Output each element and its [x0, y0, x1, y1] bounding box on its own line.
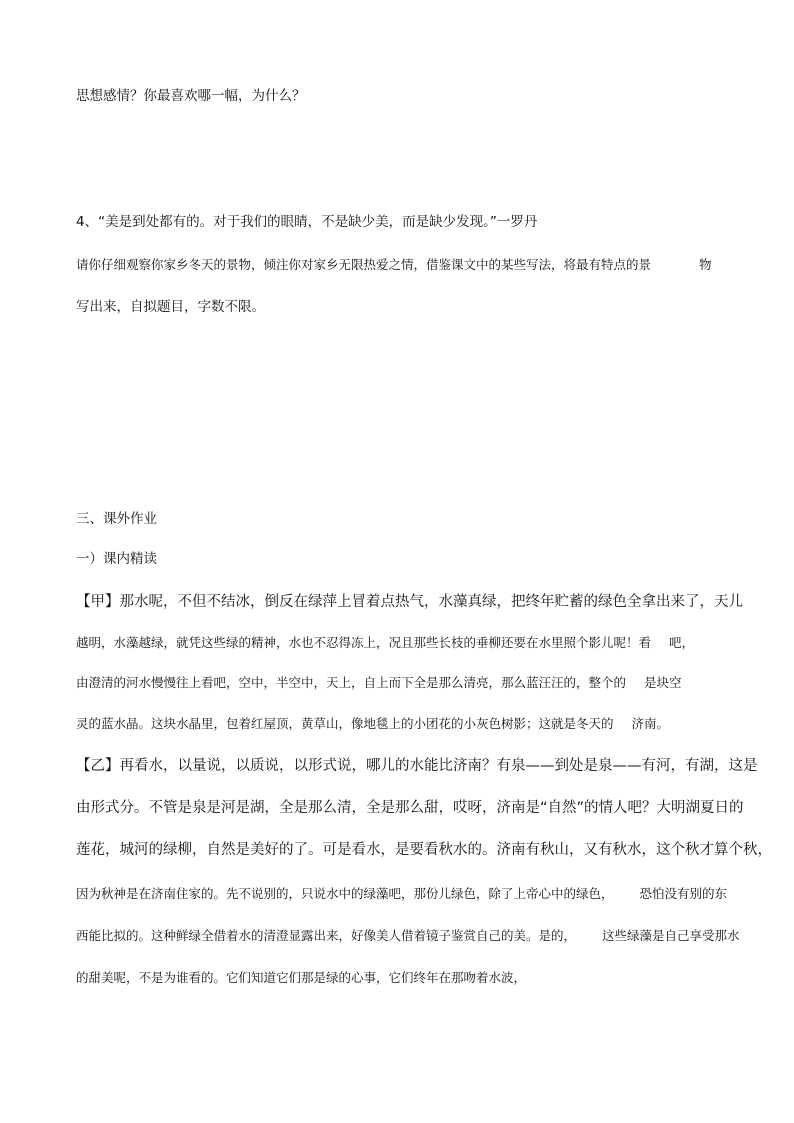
passage-text: 济南。 [631, 716, 670, 731]
passage-yi-line-5 [76, 926, 740, 946]
question-4-quote: 4、“美是到处都有的。对于我们的眼睛，不是缺少美，而是缺少发现。”一罗丹 [76, 214, 538, 230]
passage-jia-line-3 [76, 673, 682, 693]
passage-yi-line-2: 由形式分。不管是泉是河是湖，全是那么清，全是那么甜，哎呀，济南是“自然”的情人吧？大明湖夏日的 [76, 800, 744, 816]
passage-yi-line-4 [76, 884, 727, 904]
passage-text: 恐怕没有别的东 [639, 886, 728, 901]
passage-jia-line-4 [76, 714, 669, 734]
passage-text: 这些绿藻是自己享受那水 [602, 928, 740, 943]
section-title: 三、课外作业 [76, 511, 157, 527]
passage-text: 越明，水藻越绿，就凭这些绿的精神，水也不忍得冻上，况且那些长枝的垂柳还要在水里照个影儿呢！看 [76, 635, 652, 650]
question-4-prompt-line-2: 写出来，自拟题目，字数不限。 [76, 299, 265, 315]
passage-text: 由澄清的河水慢慢往上看吧，空中，半空中，天上，自上而下全是那么清亮，那么蓝汪汪的，整个的 [76, 675, 627, 690]
passage-yi-line-1: 【乙】再看水，以量说，以质说，以形式说，哪儿的水能比济南？有泉——到处是泉——有河，有湖，这是 [76, 758, 758, 774]
passage-jia-line-2 [76, 633, 694, 653]
passage-text: 吧， [669, 635, 695, 650]
passage-text: 西能比拟的。这种鲜绿全借着水的清澄显露出来，好像美人借着镜子鉴赏自己的美。是的， [76, 928, 577, 943]
prompt-text-end: 物 [699, 257, 712, 272]
passage-yi-line-6: 的甜美呢，不是为谁看的。它们知道它们那是绿的心事，它们终年在那吻着水波， [76, 970, 527, 985]
section-subtitle: 一）课内精读 [76, 551, 157, 567]
prompt-text: 请你仔细观察你家乡冬天的景物，倾注你对家乡无限热爱之情，借鉴课文中的某些写法，将最有特点的景 [76, 257, 652, 272]
passage-jia-line-1: 【甲】那水呢，不但不结冰，倒反在绿萍上冒着点热气，水藻真绿，把终年贮蓄的绿色全拿出来了，天儿 [76, 594, 743, 610]
passage-text: 灵的蓝水晶。这块水晶里，包着红屋顶，黄草山，像地毯上的小团花的小灰色树影；这就是冬天的 [76, 716, 614, 731]
passage-text: 是块空 [644, 675, 682, 690]
passage-text: 因为秋神是在济南住家的。先不说别的，只说水中的绿藻吧，那份儿绿色，除了上帝心中的绿色， [76, 886, 614, 901]
question-4-prompt-line-1 [76, 255, 712, 275]
question-3-tail: 思想感情？你最喜欢哪一幅，为什么？ [76, 88, 306, 104]
passage-yi-line-3: 莲花，城河的绿柳，自然是美好的了。可是看水，是要看秋水的。济南有秋山，又有秋水，这个秋才算个秋， [76, 842, 772, 858]
